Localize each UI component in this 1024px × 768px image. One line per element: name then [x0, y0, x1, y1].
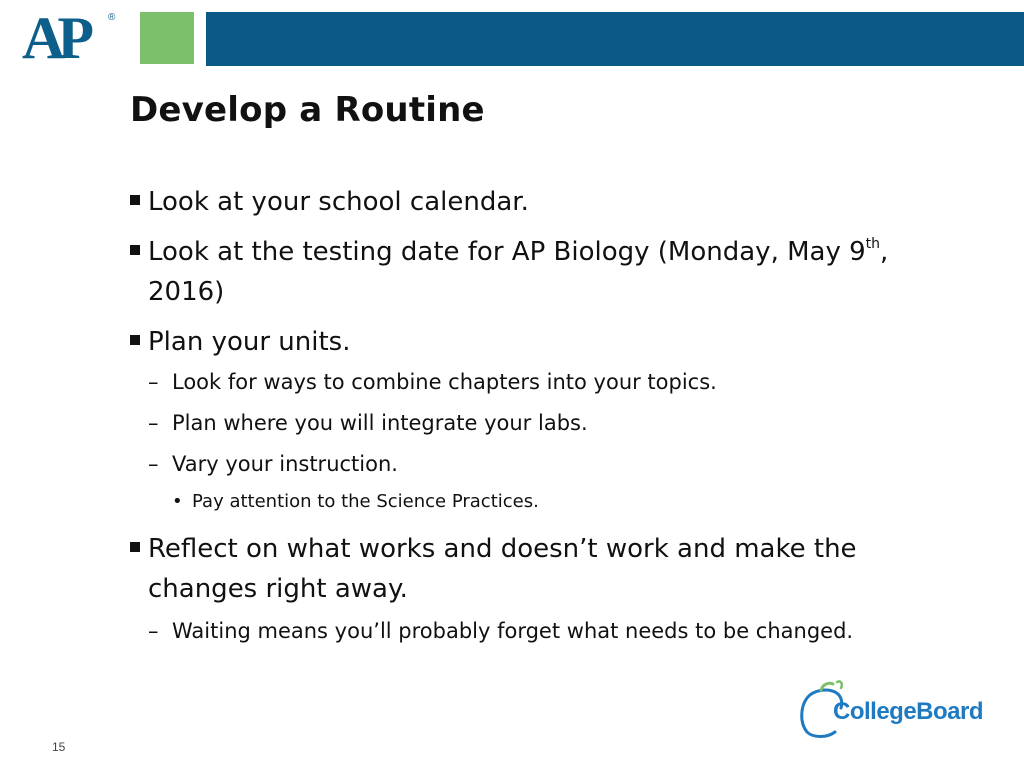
square-bullet-icon — [130, 195, 140, 205]
bullet-text: Reflect on what works and doesn’t work and make the changes right away. — [148, 534, 857, 604]
dash-icon: – — [148, 370, 159, 394]
square-bullet-icon — [130, 245, 140, 255]
sub-bullet-item — [148, 448, 950, 481]
sub-bullet-text: Vary your instruction. — [172, 452, 398, 476]
collegeboard-wordmark: CollegeBoard — [833, 698, 984, 725]
dash-icon: – — [148, 452, 159, 476]
header-blue-bar — [206, 12, 1024, 66]
superscript-th: th — [865, 236, 881, 252]
registered-mark: ® — [108, 12, 116, 23]
page-number: 15 — [52, 740, 66, 754]
sub-bullet-item — [148, 615, 950, 648]
bullet-text: Look at the testing date for AP Biology (Monday, May 9 — [148, 237, 866, 267]
bullet-item — [130, 529, 950, 609]
sub-sub-bullet-text: Pay attention to the Science Practices. — [192, 491, 539, 512]
sub-bullet-item — [148, 407, 950, 440]
sub-bullet-text: Waiting means you’ll probably forget what needs to be changed. — [172, 619, 854, 643]
dash-icon: – — [148, 411, 159, 435]
sub-bullet-text: Plan where you will integrate your labs. — [172, 411, 588, 435]
slide-title: Develop a Routine — [130, 90, 485, 130]
dash-icon: – — [148, 619, 159, 643]
bullet-text: Plan your units. — [148, 327, 351, 357]
bullet-item — [130, 232, 950, 312]
bullet-item — [130, 322, 950, 362]
slide-content — [130, 182, 950, 656]
bullet-text: , 2016) — [148, 237, 889, 307]
bullet-text: Look at your school calendar. — [148, 187, 529, 217]
dot-icon: • — [172, 491, 183, 512]
ap-logo: AP — [22, 5, 86, 71]
sub-bullet-text: Look for ways to combine chapters into your topics. — [172, 370, 717, 394]
bullet-item — [130, 182, 950, 222]
sub-bullet-item — [148, 366, 950, 399]
square-bullet-icon — [130, 542, 140, 552]
sub-sub-bullet-item — [172, 489, 950, 515]
green-accent-square — [140, 12, 194, 64]
square-bullet-icon — [130, 335, 140, 345]
